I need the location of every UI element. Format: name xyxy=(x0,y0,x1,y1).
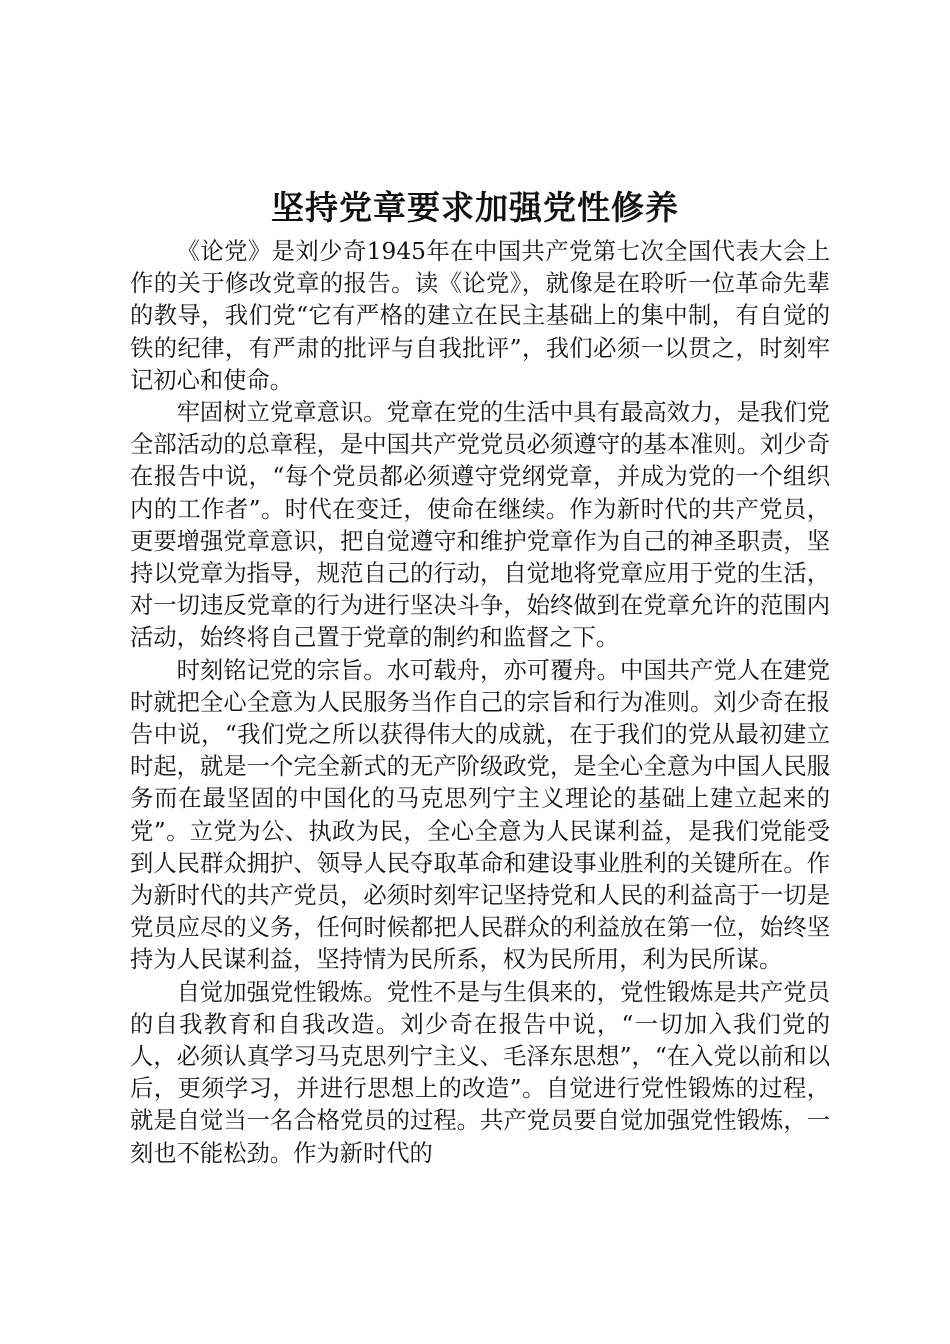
paragraph-party-spirit: 自觉加强党性锻炼。党性不是与生俱来的，党性锻炼是共产党员的自我教育和自我改造。刘少奇在报告中说，“一切加入我们党的人，必须认真学习马克思列宁主义、毛泽东思想”，“在入党以前和以后，更须学习，并进行思想上的改造”。自觉进行党性锻炼的过程，就是自觉当一名合格党员的过程。共产党员要自觉加强党性锻炼，一刻也不能松劲。作为新时代的 xyxy=(130,978,830,1167)
paragraph-party-purpose: 时刻铭记党的宗旨。水可载舟，亦可覆舟。中国共产党人在建党时就把全心全意为人民服务当作自己的宗旨和行为准则。刘少奇在报告中说，“我们党之所以获得伟大的成就，在于我们的党从最初建立时起，就是一个完全新式的无产阶级政党，是全心全意为中国人民服务而在最坚固的中国化的马克思列宁主义理论的基础上建立起来的党”。立党为公、执政为民，全心全意为人民谋利益，是我们党能受到人民群众拥护、领导人民夺取革命和建设事业胜利的关键所在。作为新时代的共产党员，必须时刻牢记坚持党和人民的利益高于一切是党员应尽的义务，任何时候都把人民群众的利益放在第一位，始终坚持为人民谋利益，坚持情为民所系，权为民所用，利为民所谋。 xyxy=(130,656,830,974)
document-body xyxy=(130,236,830,1170)
document-title: 坚持党章要求加强党性修养 xyxy=(271,188,679,227)
paragraph-party-constitution: 牢固树立党章意识。党章在党的生活中具有最高效力，是我们党全部活动的总章程，是中国共产党党员必须遵守的基本准则。刘少奇在报告中说，“每个党员都必须遵守党纲党章，并成为党的一个组织内的工作者”。时代在变迁，使命在继续。作为新时代的共产党员，更要增强党章意识，把自觉遵守和维护党章作为自己的神圣职责，坚持以党章为指导，规范自己的行动，自觉地将党章应用于党的生活，对一切违反党章的行为进行坚决斗争，始终做到在党章允许的范围内活动，始终将自己置于党章的制约和监督之下。 xyxy=(130,399,830,652)
paragraph-intro: 《论党》是刘少奇1945年在中国共产党第七次全国代表大会上作的关于修改党章的报告。读《论党》，就像是在聆听一位革命先辈的教导，我们党“它有严格的建立在民主基础上的集中制，有自觉的铁的纪律，有严肃的批评与自我批评”，我们必须一以贯之，时刻牢记初心和使命。 xyxy=(130,238,830,394)
